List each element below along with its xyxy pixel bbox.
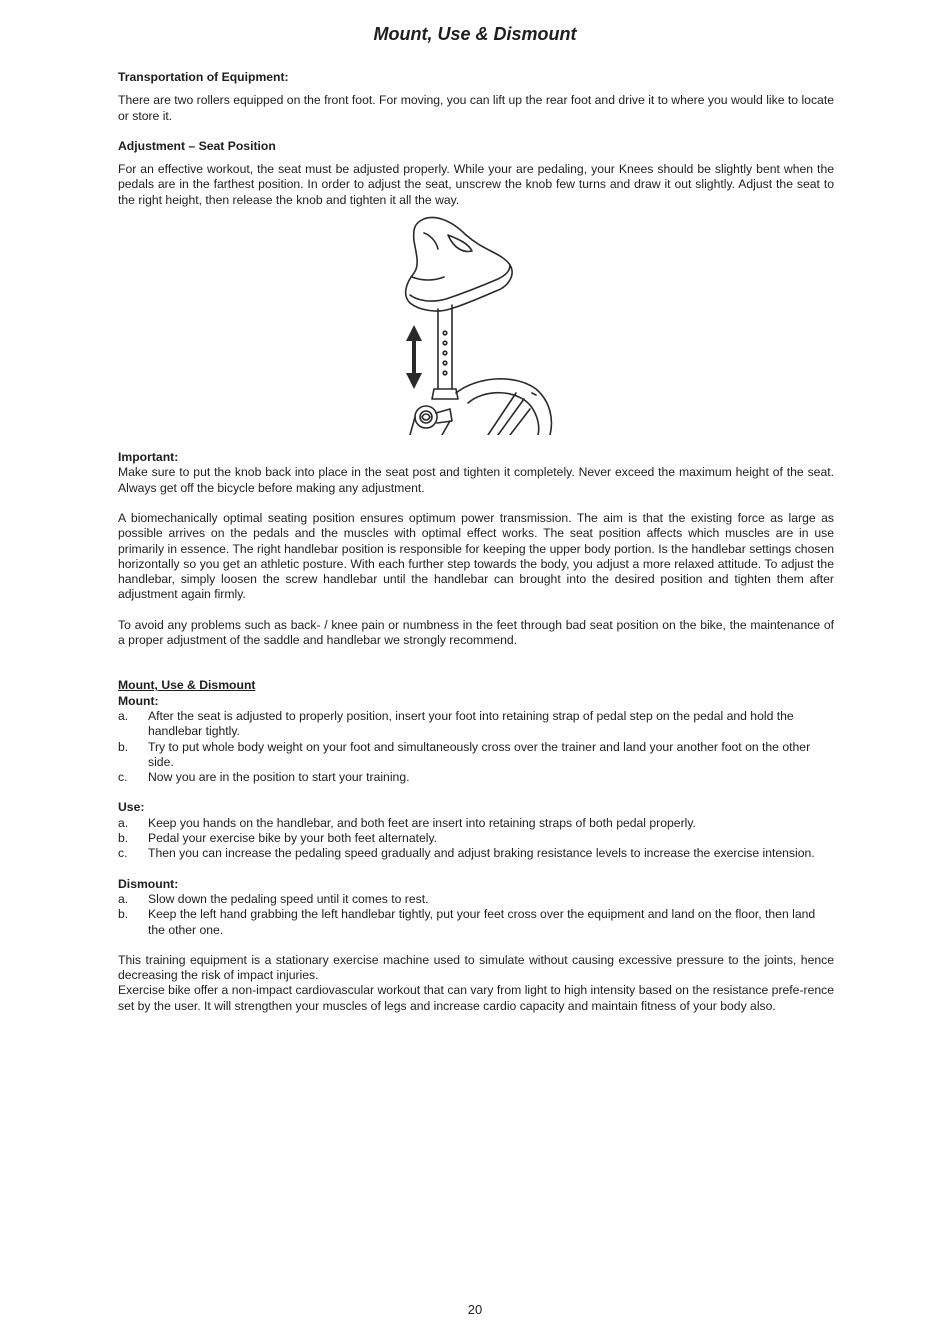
important-text: Make sure to put the knob back into place in the seat post and tighten it completely. Never exceed the maximum height of the seat. Always get off the bicycle before making any adjustment. bbox=[118, 465, 834, 495]
dismount-heading: Dismount: bbox=[118, 876, 179, 891]
list-item-text: Keep the left hand grabbing the left handlebar tightly, put your feet cross over the equipment and land on the floor, then land the other one. bbox=[148, 907, 816, 937]
seat-adjustment-figure bbox=[118, 213, 834, 438]
use-steps bbox=[118, 816, 834, 862]
avoid-paragraph: To avoid any problems such as back- / knee pain or numbness in the feet through bad seat position on the bike, the maintenance of a proper adjustment of the saddle and handlebar we strongly recommend. bbox=[118, 617, 834, 648]
manual-content bbox=[118, 70, 834, 1014]
mount-heading: Mount: bbox=[118, 693, 159, 708]
list-marker: a. bbox=[118, 815, 129, 830]
list-item-text: Now you are in the position to start your training. bbox=[148, 770, 410, 785]
list-marker: a. bbox=[118, 891, 129, 906]
list-marker: b. bbox=[118, 907, 129, 922]
list-item bbox=[118, 770, 834, 785]
list-marker: a. bbox=[118, 708, 129, 723]
list-item bbox=[118, 740, 834, 771]
biomech-paragraph: A biomechanically optimal seating position ensures optimum power transmission. The aim is that the existing force as large as possible arrives on the pedals and the muscles with optimal effect works. The seat position affects which muscles are in use primarily in essence. The right handlebar position is responsible for keeping the upper body portion. Is the handlebar settings chosen horizontally so you get an athletic posture. With each further step towards the body, you adjust a more relaxed attitude. To adjust the handlebar, simply loosen the screw handlebar until the handlebar can brought into the desired position and tighten them after adjustment again firmly. bbox=[118, 510, 834, 602]
list-item-text: Slow down the pedaling speed until it comes to rest. bbox=[148, 891, 429, 906]
page-title: Mount, Use & Dismount bbox=[373, 24, 577, 44]
mount-steps bbox=[118, 709, 834, 785]
closing-paragraph: This training equipment is a stationary exercise machine used to simulate without causing excessive pressure to the joints, hence decreasing the risk of impact injuries. bbox=[118, 952, 834, 983]
seat-heading: Adjustment – Seat Position bbox=[118, 138, 276, 153]
list-item bbox=[118, 892, 834, 907]
list-item-text: After the seat is adjusted to properly position, insert your foot into retaining strap of pedal step on the pedal and hold the handlebar tightly. bbox=[148, 708, 794, 739]
list-item-text: Try to put whole body weight on your foot and simultaneously cross over the trainer and land your another foot on the other side. bbox=[148, 739, 811, 769]
list-item bbox=[118, 846, 834, 861]
list-item-text: Pedal your exercise bike by your both feet alternately. bbox=[148, 831, 438, 846]
closing-paragraph: Exercise bike offer a non-impact cardiovascular workout that can vary from light to high intensity based on the resistance prefe-rence set by the user. It will strengthen your muscles of legs and increase cardio capacity and maintain fitness of your body also. bbox=[118, 983, 834, 1013]
mount-use-dismount-heading: Mount, Use & Dismount bbox=[118, 678, 256, 693]
list-marker: c. bbox=[118, 770, 128, 785]
use-heading: Use: bbox=[118, 800, 145, 815]
list-item bbox=[118, 831, 834, 846]
important-heading: Important: bbox=[118, 450, 179, 465]
transport-text: There are two rollers equipped on the front foot. For moving, you can lift up the rear foot and drive it to where you would like to locate or store it. bbox=[118, 93, 834, 123]
page-number: 20 bbox=[467, 1302, 483, 1317]
list-item bbox=[118, 907, 834, 938]
transport-heading: Transportation of Equipment: bbox=[118, 70, 289, 84]
list-marker: c. bbox=[118, 846, 128, 861]
list-marker: b. bbox=[118, 831, 129, 846]
list-marker: b. bbox=[118, 739, 129, 754]
dismount-steps bbox=[118, 892, 834, 938]
list-item bbox=[118, 816, 834, 831]
seat-text: For an effective workout, the seat must be adjusted properly. While your are pedaling, your Knees should be slightly bent when the pedals are in the farthest position. In order to adjust the seat, unscrew the knob few turns and draw it out slightly. Adjust the seat to the right height, then release the knob and tighten it all the way. bbox=[118, 162, 834, 207]
seat-post-illustration bbox=[398, 213, 568, 435]
list-item bbox=[118, 709, 834, 740]
list-item-text: Keep you hands on the handlebar, and both feet are insert into retaining straps of both pedal properly. bbox=[148, 815, 696, 830]
list-item-text: Then you can increase the pedaling speed gradually and adjust braking resistance levels to increase the exercise intension. bbox=[148, 846, 815, 861]
